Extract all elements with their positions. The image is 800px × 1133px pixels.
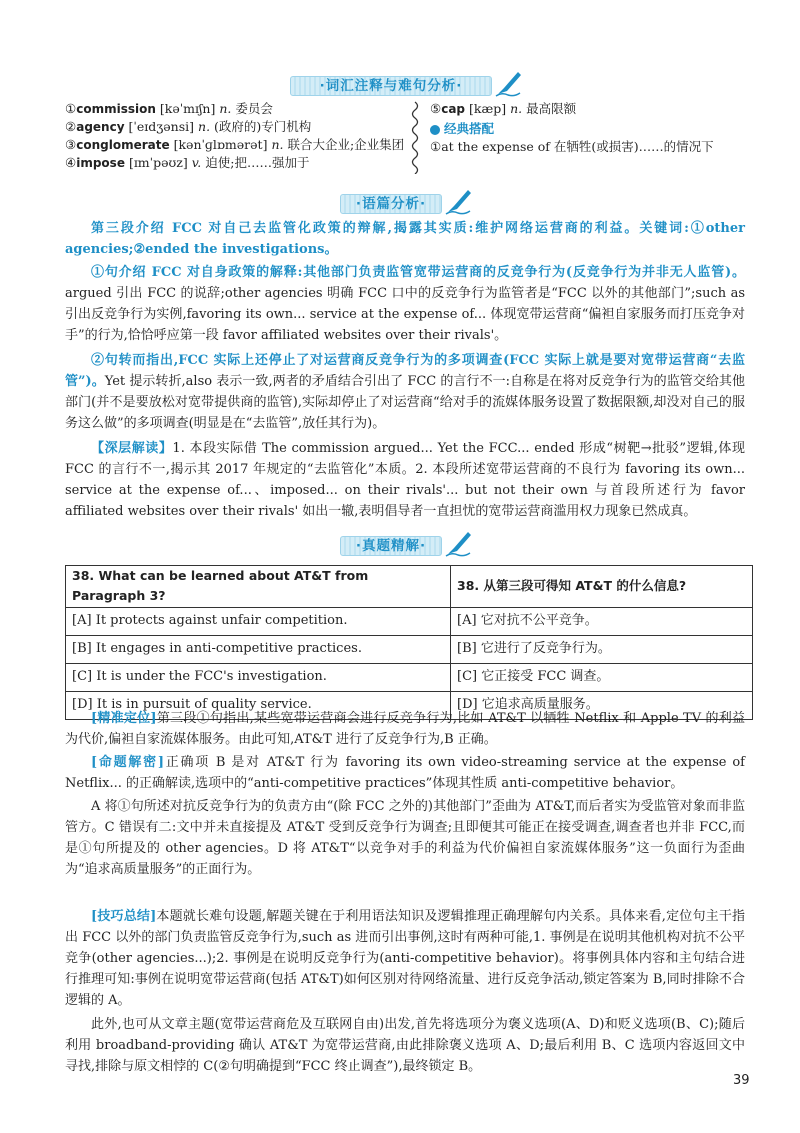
option-row <box>66 635 753 663</box>
vocab-item: ②agency [ˈeɪdʒənsi] n. (政府的)专门机构 <box>65 119 312 134</box>
question-cn: 38. 从第三段可得知 AT&T 的什么信息? <box>451 566 753 608</box>
option-row <box>66 663 753 691</box>
question-decode: [命题解密]正确项 B 是对 AT&T 行为 favoring its own video-streaming service at the expense of Netflix... 的正确解读,选项中的“anti-competitive practices”体现其性质 anti-competitive behavior。 <box>65 755 745 792</box>
option-cn: [C] 它正接受 FCC 调查。 <box>451 663 753 691</box>
bullet-icon <box>430 125 440 135</box>
deep-reading: 【深层解读】1. 本段实际借 The commission argued... Yet the FCC... ended 形成“树靶→批驳”逻辑,体现 FCC 的言行不一,揭示其 2017 年规定的“去监管化”本质。2. 本段所述宽带运营商的不良行为 favoring its own... service at the expense of...、imposed... on their rivals'... but not their own 与首段所述行为 favor affiliated websites over their rivals' 如出一辙,表明倡导者一直担忧的宽带运营商滥用权力现象已然成真。 <box>65 441 745 520</box>
collocation-heading: 经典搭配 <box>430 120 750 138</box>
question-title-label: ·真题精解· <box>340 536 442 556</box>
pen-icon <box>444 186 474 216</box>
option-en: [A] It protects against unfair competition. <box>66 607 451 635</box>
vocab-item: ④impose [ɪmˈpəʊz] v. 迫使;把……强加于 <box>65 155 310 170</box>
vocab-left-list <box>65 100 405 172</box>
vocab-item: ①commission [kəˈmɪʃn] n. 委员会 <box>65 101 273 116</box>
vocab-section-title <box>290 72 530 98</box>
vocab-right-list <box>430 100 750 156</box>
option-analysis: A 将①句所述对抗反竞争行为的负责方由“(除 FCC 之外的)其他部门”歪曲为 AT&T,而后者实为受监管对象而非监管方。C 错误有二:文中并未直接提及 AT&T 受到反竞争行为调查;且即便其可能正在接受调查,调查者也并非 FCC,而是①句所提及的 other agencies。D 将 AT&T“以竞争对手的利益为代价偏袒自家流媒体服务”这一负面行为歪曲为“追求高质量服务”的正面行为。 <box>65 799 745 878</box>
option-en: [D] It is in pursuit of quality service. <box>66 691 451 719</box>
spiral-divider <box>408 100 422 174</box>
pen-icon <box>444 528 474 558</box>
precise-location: [精准定位]第三段①句指出,某些宽带运营商会进行反竞争行为,比如 AT&T 以牺牲 Netflix 和 Apple TV 的利益为代价,偏袒自家流媒体服务。由此可知,AT&T 进行了反竞争行为,B 正确。 <box>65 711 745 748</box>
option-en: [B] It engages in anti-competitive practices. <box>66 635 451 663</box>
question-en: 38. What can be learned about AT&T from Paragraph 3? <box>66 566 451 608</box>
pen-icon <box>494 68 524 98</box>
question-table <box>65 565 753 720</box>
vocab-title-label: ·词汇注释与难句分析· <box>290 76 492 96</box>
option-row <box>66 607 753 635</box>
option-cn: [A] 它对抗不公平竞争。 <box>451 607 753 635</box>
question-row <box>66 566 753 608</box>
collocation-item: ①at the expense of 在牺牲(或损害)……的情况下 <box>430 139 714 154</box>
vocab-item: ③conglomerate [kənˈɡlɒmərət] n. 联合大企业;企业集团 <box>65 137 405 152</box>
analysis-section-title <box>340 190 480 216</box>
analysis-p2: ②句转而指出,FCC 实际上还停止了对运营商反竞争行为的多项调查(FCC 实际上就是要对宽带运营商“去监管”)。Yet 提示转折,also 表示一致,两者的矛盾结合引出了 FCC 的言行不一:自称是在将对反竞争行为的监管交给其他部门(并不是要放松对宽带提供商的监管),实际却停止了对运营商“给对手的流媒体服务设置了数据限额,却没对自己的服务这么做”的多项调查(明显是在“去监管”,放任其行为)。 <box>65 353 745 432</box>
page-number: 39 <box>733 1073 750 1088</box>
option-cn: [B] 它进行了反竞争行为。 <box>451 635 753 663</box>
analysis-p1: ①句介绍 FCC 对自身政策的解释:其他部门负责监管宽带运营商的反竞争行为(反竞争行为并非无人监管)。argued 引出 FCC 的说辞;other agencies 明确 FCC 口中的反竞争行为监管者是“FCC 以外的其他部门”;such as 引出反竞争行为实例,favoring its own... service at the expense of... 体现宽带运营商“偏袒自家服务而打压竞争对手”的行为,恰恰呼应第一段 favor affiliated websites over their rivals'。 <box>65 265 745 344</box>
vocab-item: ⑤cap [kæp] n. 最高限额 <box>430 101 577 116</box>
additional-method: 此外,也可从文章主题(宽带运营商危及互联网自由)出发,首先将选项分为褒义选项(A、D)和贬义选项(B、C);随后利用 broadband-providing 确认 AT&T 为宽带运营商,由此排除褒义选项 A、D;最后利用 B、C 选项内容返回文中寻找,排除与原文相悖的 C(②句明确提到“FCC 终止调查”),最终锁定 B。 <box>65 1017 745 1075</box>
option-en: [C] It is under the FCC's investigation. <box>66 663 451 691</box>
skill-summary: [技巧总结]本题就长难句设题,解题关键在于利用语法知识及逻辑推理正确理解句内关系。具体来看,定位句主干指出 FCC 以外的部门负责监管反竞争行为,such as 进而引出事例,这时有两种可能,1. 事例是在说明其他机构对抗不公平竞争(other agencies...);2. 事例是在说明反竞争行为(anti-competitive behavior)。将事例具体内容和主句结合进行推理可知:事例在说明宽带运营商(包括 AT&T)如何区别对待网络流量、进行反竞争活动,锁定答案为 B,同时排除不合逻辑的 A。 <box>65 909 745 1009</box>
analysis-title-label: ·语篇分析· <box>340 194 442 214</box>
option-cn: [D] 它追求高质量服务。 <box>451 691 753 719</box>
analysis-intro: 第三段介绍 FCC 对自己去监管化政策的辩解,揭露其实质:维护网络运营商的利益。关键词:①other agencies;②ended the investigations。 <box>65 221 745 258</box>
question-section-title <box>340 532 480 558</box>
